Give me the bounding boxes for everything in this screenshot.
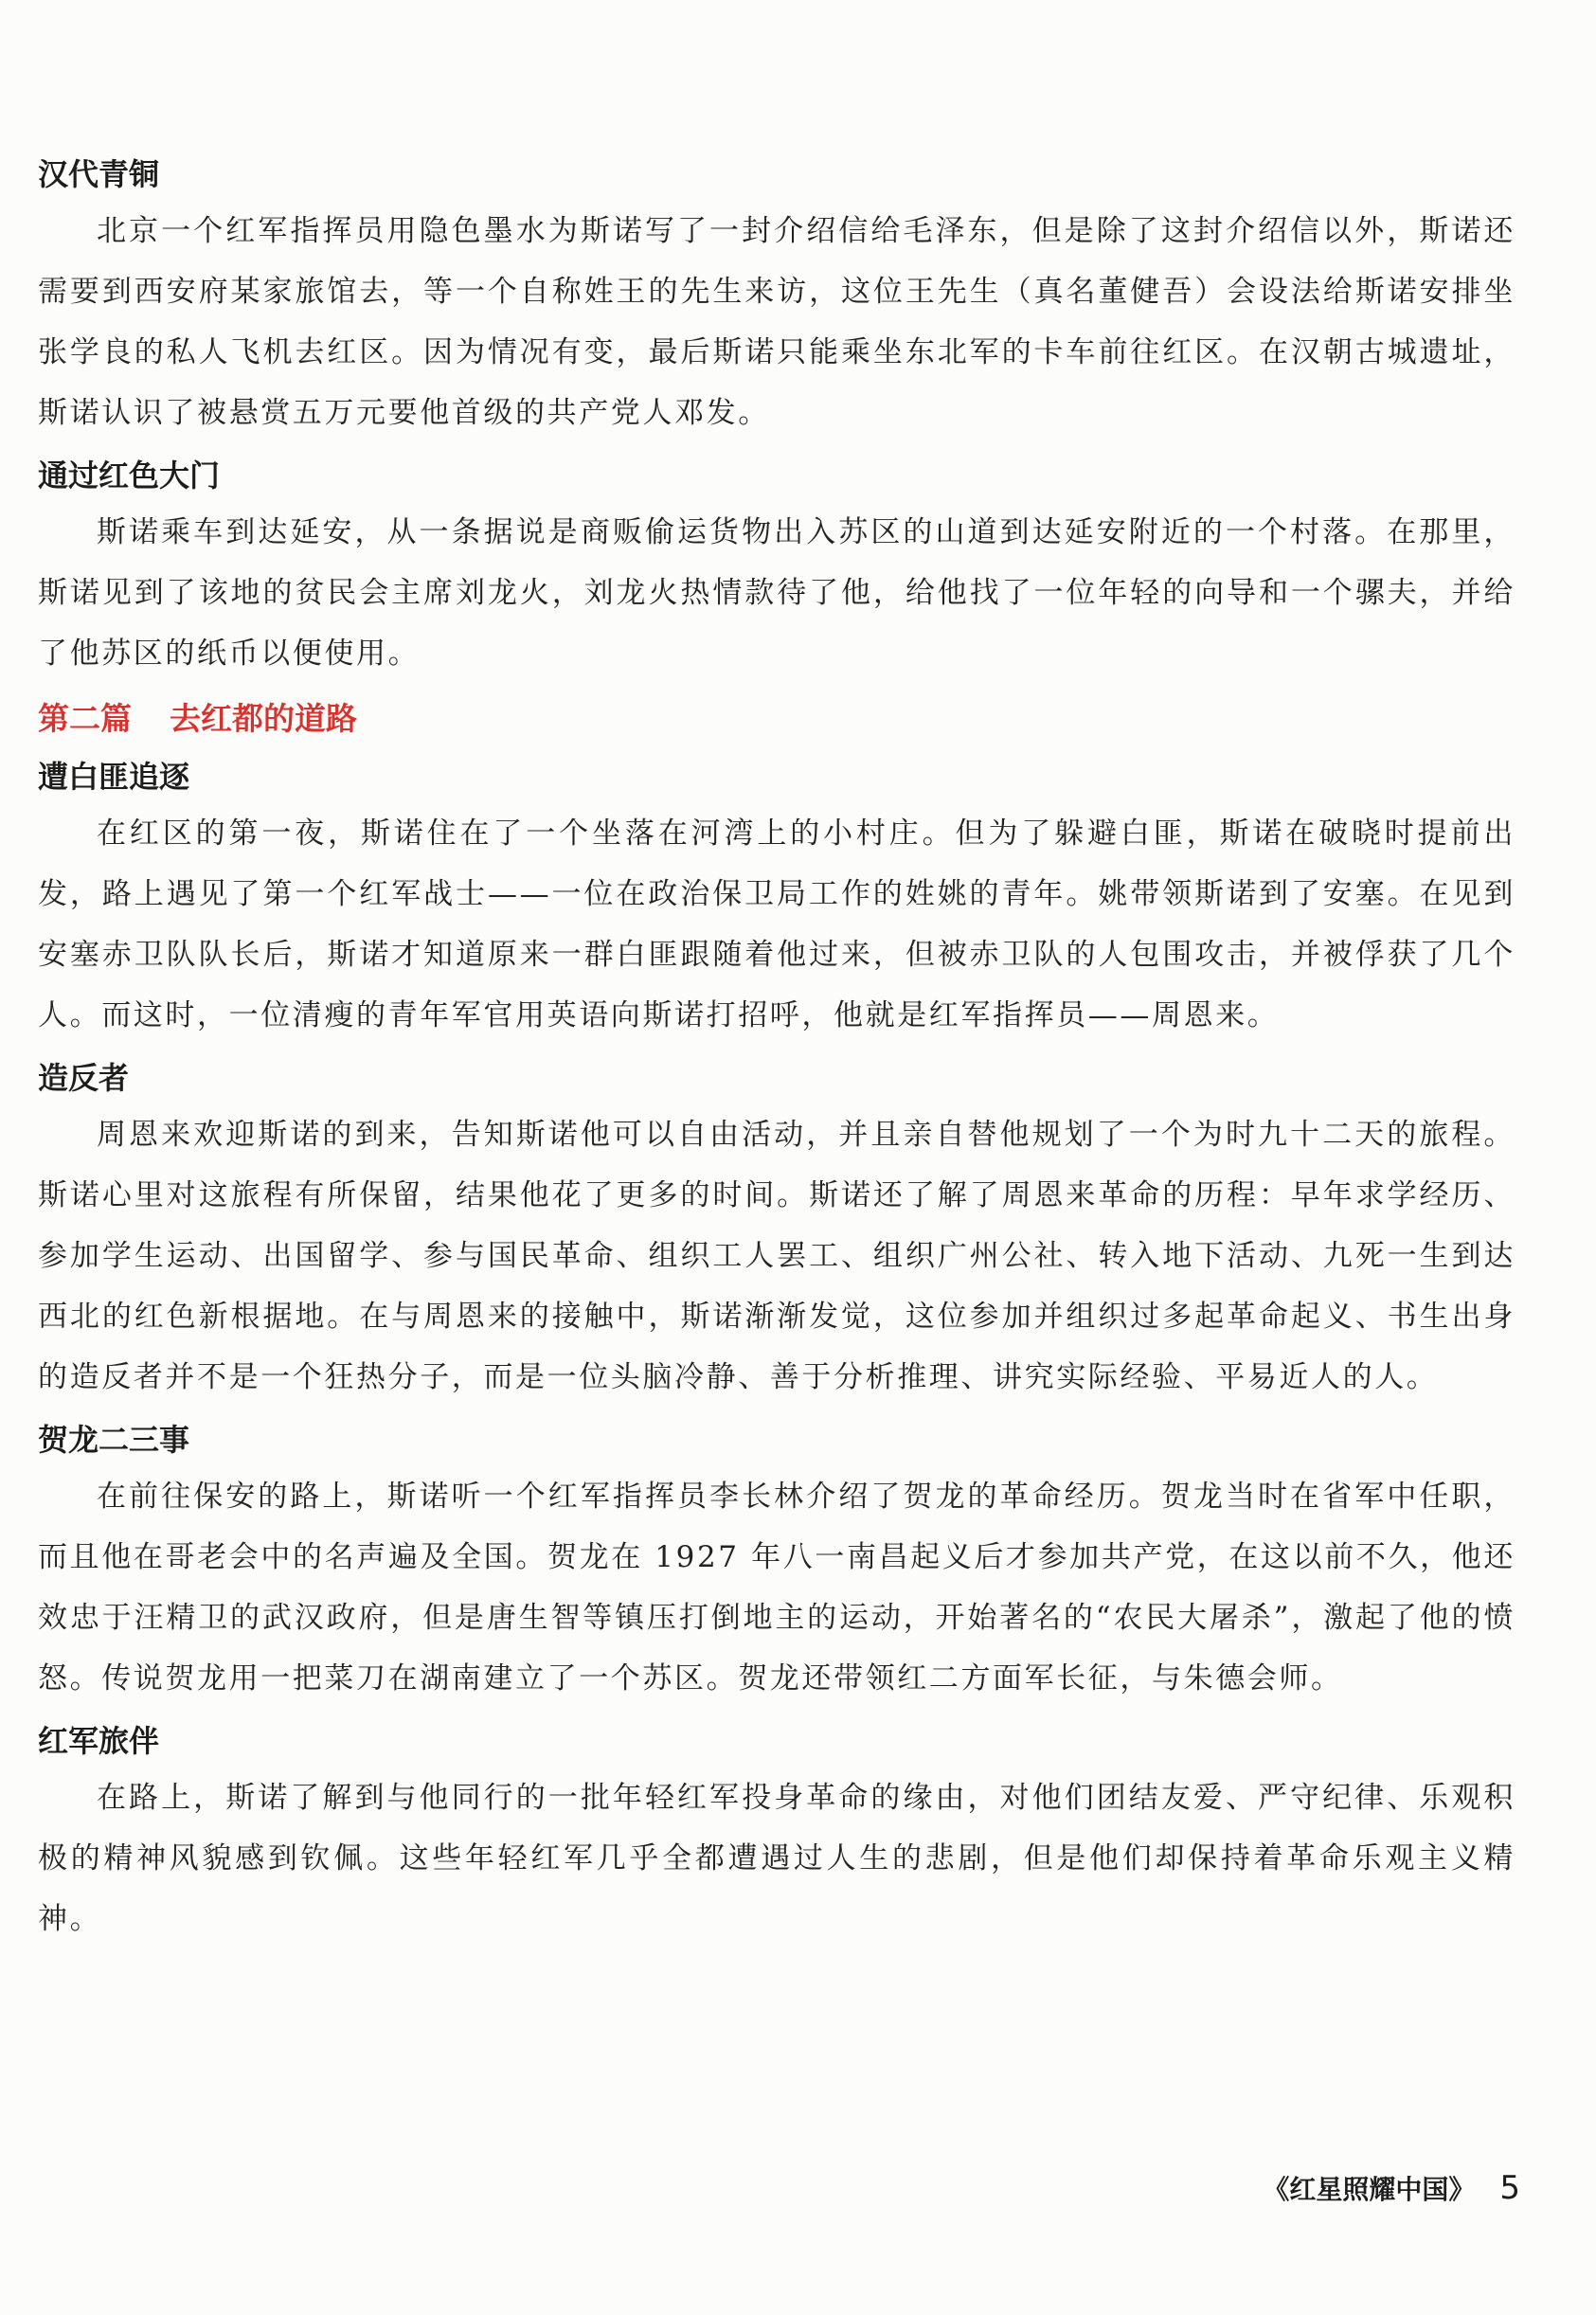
section-heading-rebel: 造反者	[38, 1060, 130, 1096]
part-number: 第二篇	[38, 700, 132, 737]
page-footer	[1263, 2169, 1520, 2207]
page-number: 5	[1499, 2169, 1520, 2207]
section-heading-helong: 贺龙二三事	[38, 1422, 190, 1458]
section-heading-bronze: 汉代青铜	[38, 156, 160, 192]
section-heading-chased: 遭白匪追逐	[38, 759, 190, 795]
footer-book-title: 《红星照耀中国》	[1263, 2174, 1476, 2205]
section-paragraph-rebel: 周恩来欢迎斯诺的到来，告知斯诺他可以自由活动，并且亲自替他规划了一个为时九十二天的旅程。斯诺心里对这旅程有所保留，结果他花了更多的时间。斯诺还了解了周恩来革命的历程：早年求学经历、参加学生运动、出国留学、参与国民革命、组织工人罢工、组织广州公社、转入地下活动、九死一生到达西北的红色新根据地。在与周恩来的接触中，斯诺渐渐发觉，这位参加并组织过多起革命起义、书生出身的造反者并不是一个狂热分子，而是一位头脑冷静、善于分析推理、讲究实际经验、平易近人的人。	[38, 1118, 1515, 1394]
section-paragraph-red-gate: 斯诺乘车到达延安，从一条据说是商贩偷运货物出入苏区的山道到达延安附近的一个村落。在那里，斯诺见到了该地的贫民会主席刘龙火，刘龙火热情款待了他，给他找了一位年轻的向导和一个骡夫，并给了他苏区的纸币以便使用。	[38, 515, 1515, 671]
part-name: 去红都的道路	[170, 700, 357, 737]
page-content	[38, 142, 1515, 1949]
section-paragraph-bronze: 北京一个红军指挥员用隐色墨水为斯诺写了一封介绍信给毛泽东，但是除了这封介绍信以外，斯诺还需要到西安府某家旅馆去，等一个自称姓王的先生来访，这位王先生（真名董健吾）会设法给斯诺安排坐张学良的私人飞机去红区。因为情况有变，最后斯诺只能乘坐东北军的卡车前往红区。在汉朝古城遗址，斯诺认识了被悬赏五万元要他首级的共产党人邓发。	[38, 214, 1515, 430]
section-paragraph-helong: 在前往保安的路上，斯诺听一个红军指挥员李长林介绍了贺龙的革命经历。贺龙当时在省军中任职，而且他在哥老会中的名声遍及全国。贺龙在 1927 年八一南昌起义后才参加共产党，在这以前不久，他还效忠于汪精卫的武汉政府，但是唐生智等镇压打倒地主的运动，开始著名的“农民大屠杀”，激起了他的愤怒。传说贺龙用一把菜刀在湖南建立了一个苏区。贺龙还带领红二方面军长征，与朱德会师。	[38, 1480, 1515, 1696]
section-heading-companions: 红军旅伴	[38, 1723, 160, 1759]
section-heading-red-gate: 通过红色大门	[38, 458, 221, 494]
part-title	[38, 684, 1515, 745]
section-paragraph-companions: 在路上，斯诺了解到与他同行的一批年轻红军投身革命的缘由，对他们团结友爱、严守纪律、乐观积极的精神风貌感到钦佩。这些年轻红军几乎全都遭遇过人生的悲剧，但是他们却保持着革命乐观主义精神。	[38, 1781, 1515, 1936]
section-paragraph-chased: 在红区的第一夜，斯诺住在了一个坐落在河湾上的小村庄。但为了躲避白匪，斯诺在破晓时提前出发，路上遇见了第一个红军战士——一位在政治保卫局工作的姓姚的青年。姚带领斯诺到了安塞。在见到安塞赤卫队队长后，斯诺才知道原来一群白匪跟随着他过来，但被赤卫队的人包围攻击，并被俘获了几个人。而这时，一位清瘦的青年军官用英语向斯诺打招呼，他就是红军指挥员——周恩来。	[38, 817, 1515, 1032]
